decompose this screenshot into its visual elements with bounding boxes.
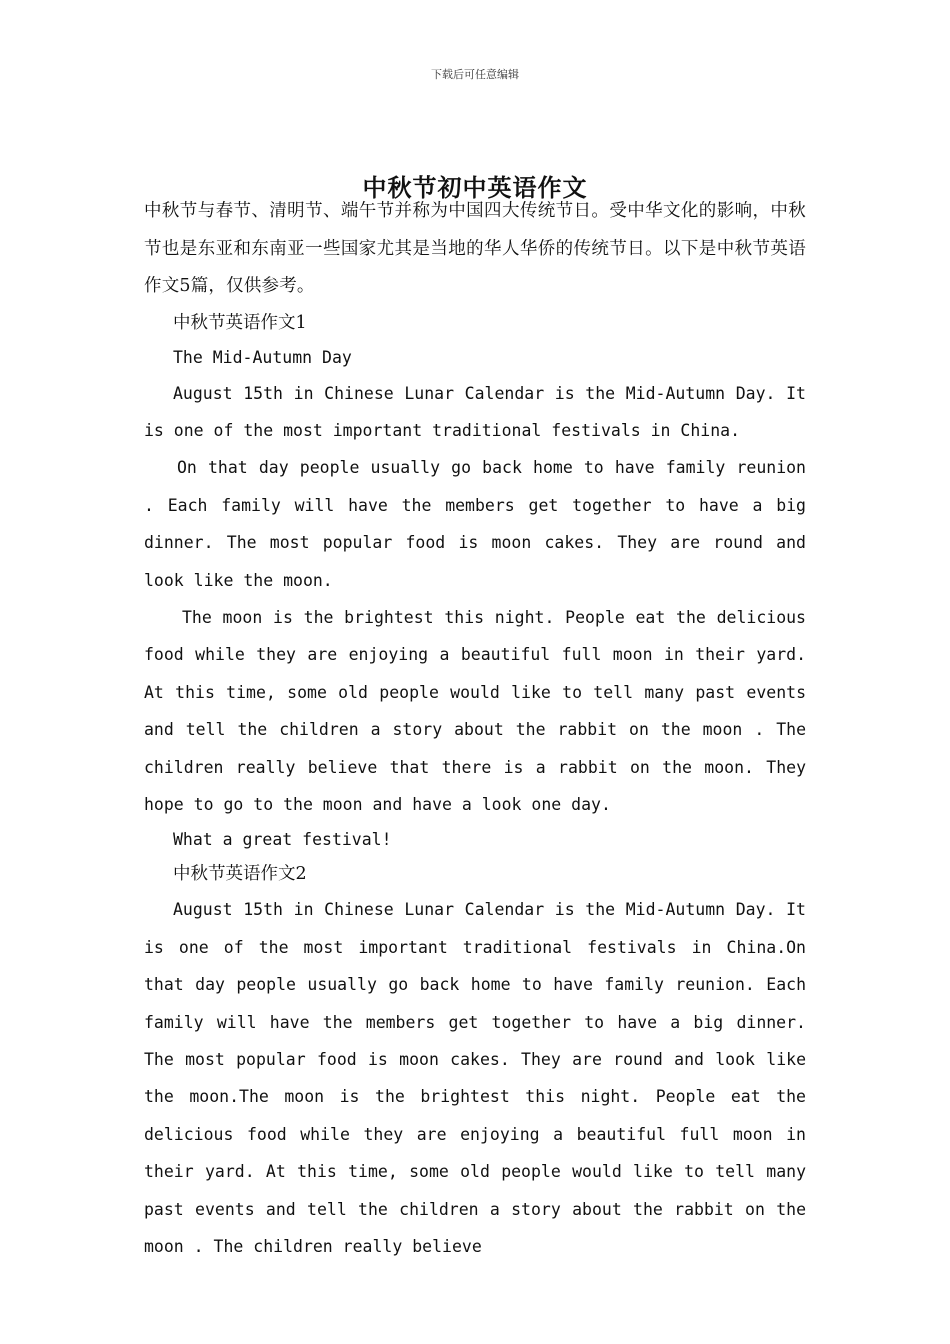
document-title: 中秋节初中英语作文 [362,173,588,203]
essay-1-title: The Mid-Autumn Day [173,347,352,367]
essay-1-paragraph-2: On that day people usually go back home to have family reunion . Each family will have the members get together to have a big dinner. The most popular food is moon cakes. They are round and look like the moon. [144,458,806,590]
intro-paragraph: 中秋节与春节、清明节、端午节并称为中国四大传统节日。受中华文化的影响，中秋节也是东亚和东南亚一些国家尤其是当地的华人华侨的传统节日。以下是中秋节英语作文5篇，仅供参考。 [144,201,806,296]
header-note: 下载后可任意编辑 [431,68,519,81]
essay-1-heading: 中秋节英语作文1 [173,312,307,333]
essay-1-paragraph-1: August 15th in Chinese Lunar Calendar is the Mid-Autumn Day. It is one of the most important traditional festivals in China. [144,383,806,440]
essay-2-paragraph-1: August 15th in Chinese Lunar Calendar is the Mid-Autumn Day. It is one of the most important traditional festivals in China.On that day people usually go back home to have family reunion. Each family will have the members get together to have a big dinner. The most popular food is moon cakes. They are round and look like the moon.The moon is the brightest this night. People eat the delicious food while they are enjoying a beautiful full moon in their yard. At this time, some old people would like to tell many past events and tell the children a story about the rabbit on the moon . The children really believe [144,900,806,1257]
essay-2-heading: 中秋节英语作文2 [173,864,307,885]
essay-1-closing: What a great festival! [173,830,392,850]
document-body [144,193,806,1265]
essay-1-paragraph-3: The moon is the brightest this night. People eat the delicious food while they are enjoying a beautiful full moon in their yard. At this time, some old people would like to tell many past events and tell the children a story about the rabbit on the moon . The children really believe that there is a rabbit on the moon. They hope to go to the moon and have a look one day. [144,607,806,814]
